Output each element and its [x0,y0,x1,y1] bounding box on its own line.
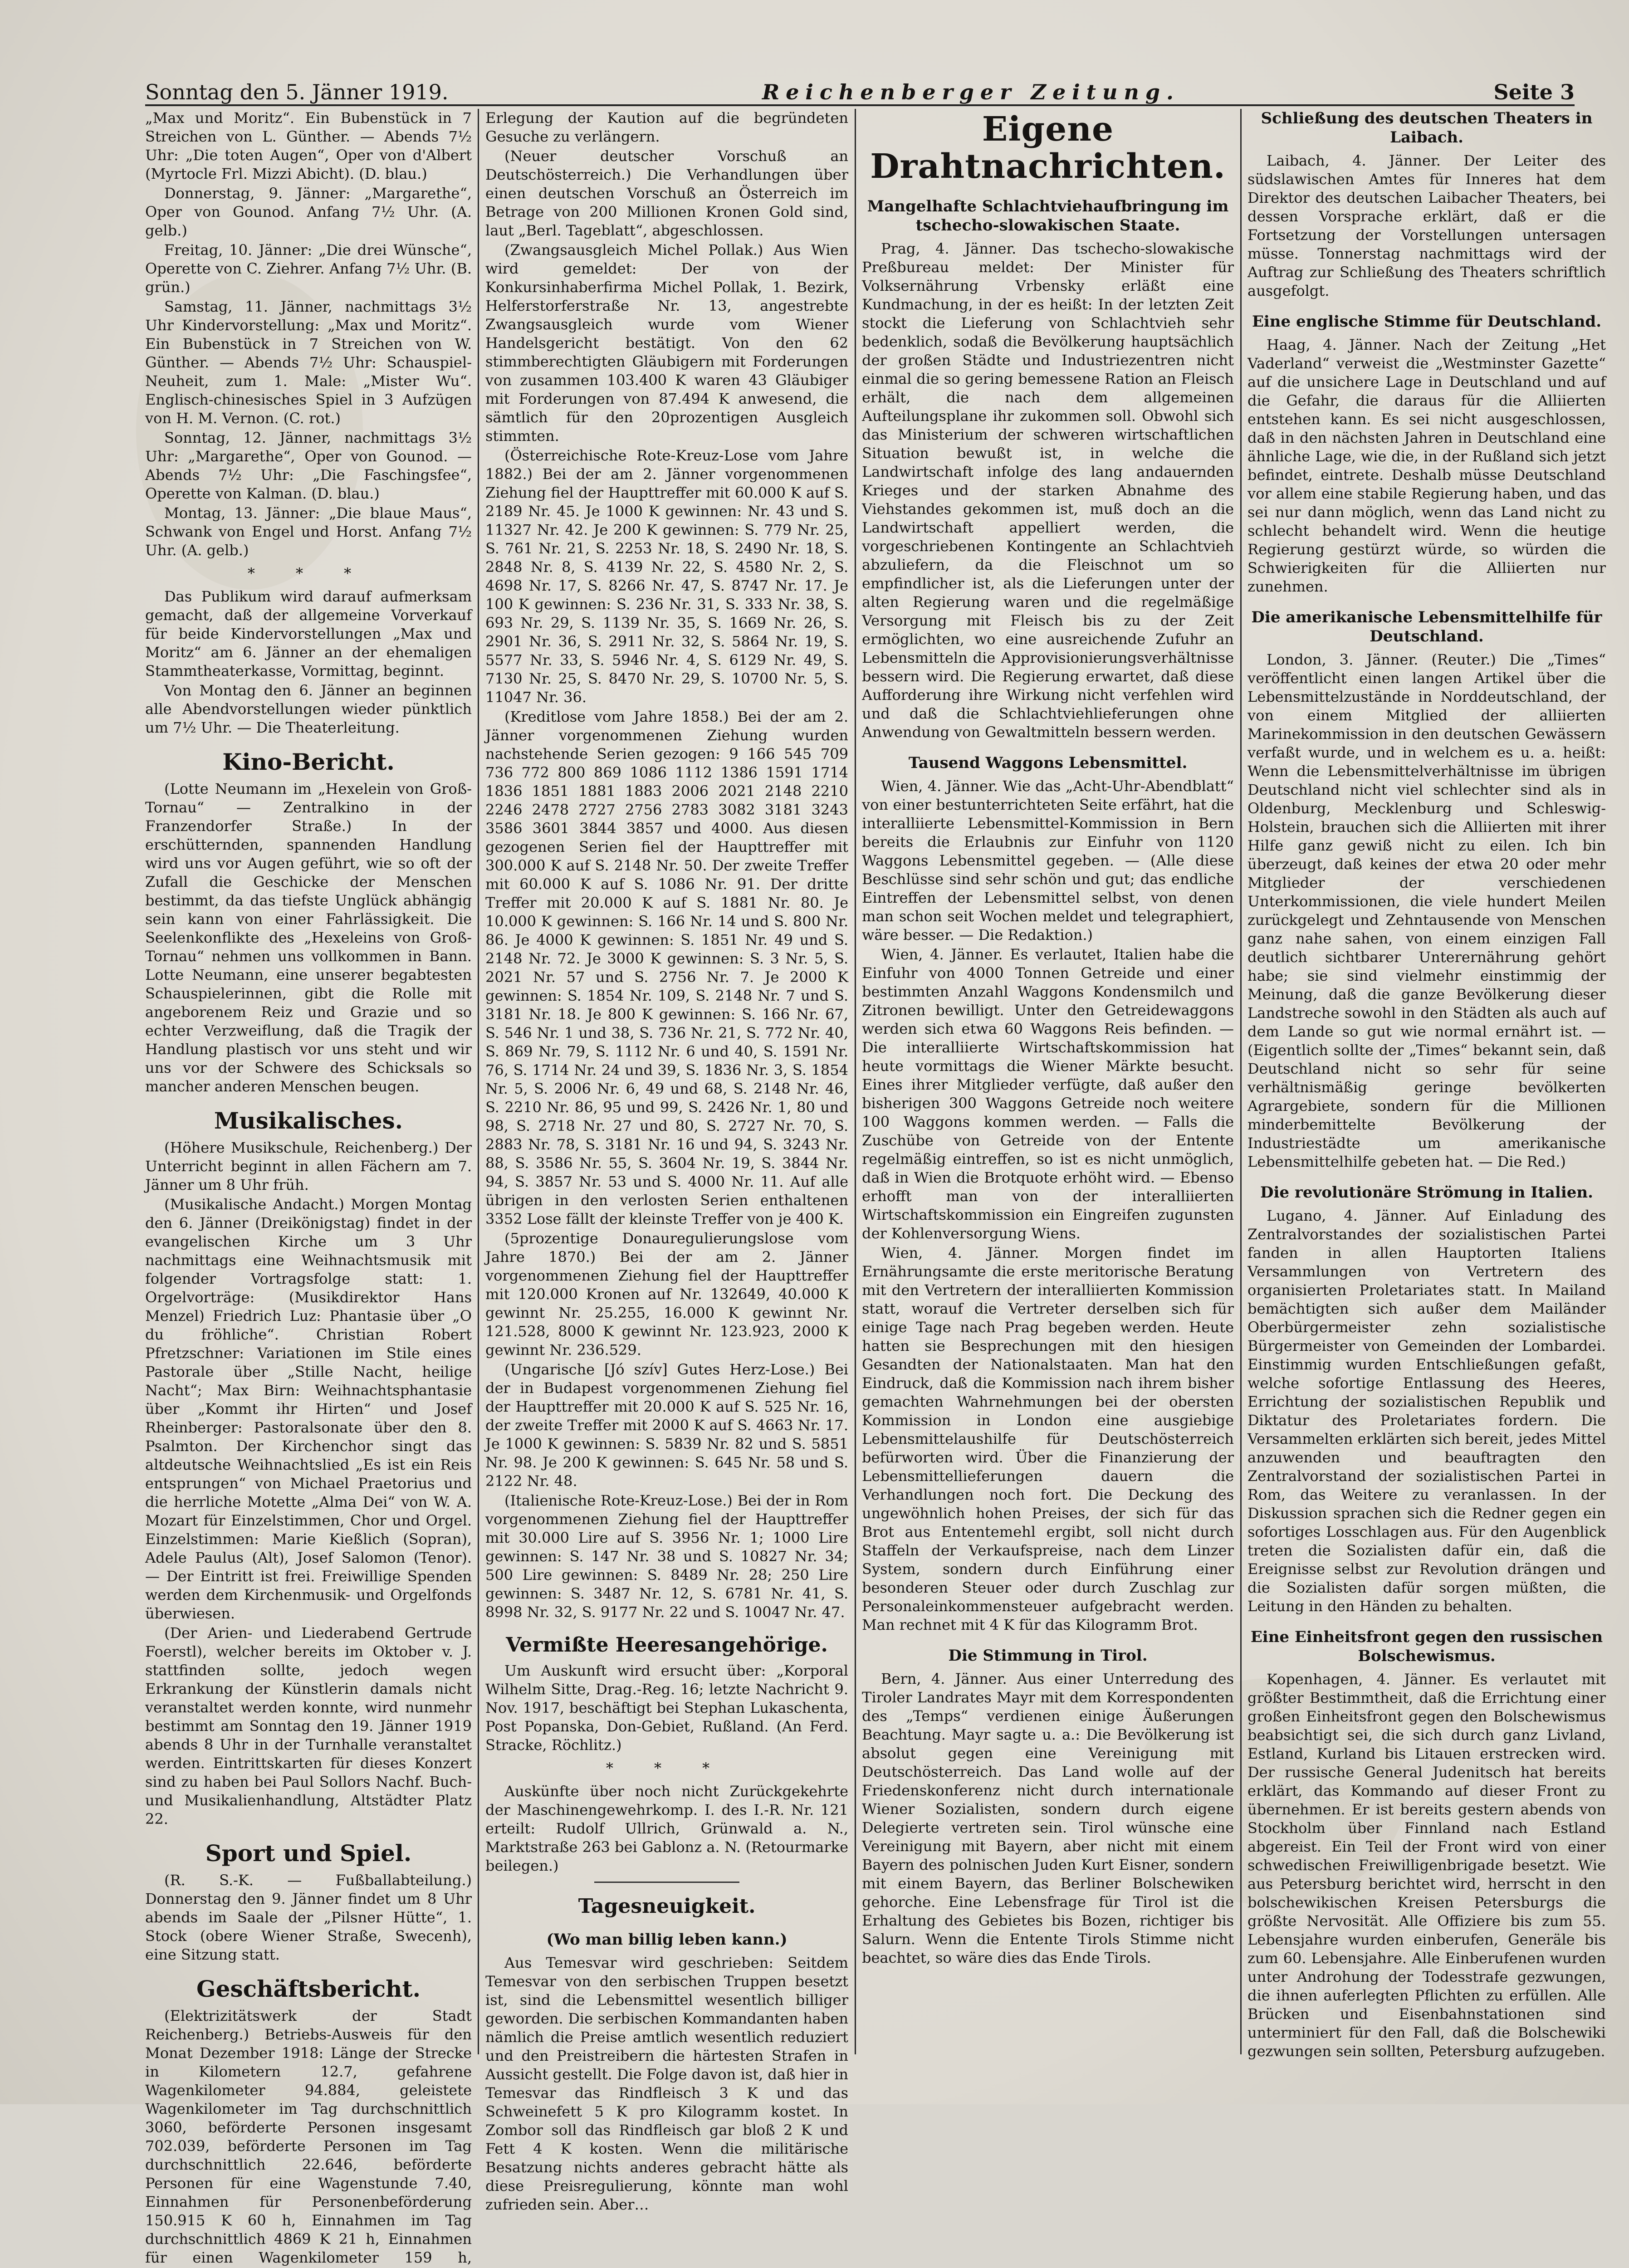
article-text: Kopenhagen, 4. Jänner. Es verlautet mit größter Bestimmtheit, daß die Errichtung einer großen Einheitsfront gegen den Bolschewismus beabsichtigt sei, die sich durch ganz Livland, Estland, Kurland bis Litauen erstrecken wird. Der russische General Judenitsch hat bereits erklärt, das Kommando auf dieser Front zu übernehmen. Er ist bereits gestern abends von Stockholm über Finnland nach Estland abgereist. Ein Teil der Front wird von einer schwedischen Freiwilligenbrigade besetzt. Wie aus Petersburg berichtet wird, herrscht in den bolschewikischen Kreisen Petersburgs die größte Nervosität. Alle Offiziere bis zum 55. Lebensjahre wurden einberufen, Generäle bis zum 60. Lebensjahre. Alle Einberufenen wurden unter Androhung der Todesstrafe gezwungen, die ihnen auferlegten Pflichten zu erfüllen. Alle Brücken und Eisenbahnstationen sind unterminiert für den Fall, daß die Bolschewiki gezwungen sein sollten, Petersburg aufzugeben. [1247,1671,1606,2060]
theater-text: Freitag, 10. Jänner: „Die drei Wünsche“, Operette von C. Ziehrer. Anfang 7½ Uhr. (B. grün.) [145,241,472,296]
column-3 [862,109,1234,2054]
theater-text: Montag, 13. Jänner: „Die blaue Maus“, Schwank von Engel und Horst. Anfang 7½ Uhr. (A. gelb.) [145,504,472,559]
article-text: Bern, 4. Jänner. Aus einer Unterredung des Tiroler Landrates Mayr mit dem Korrespondenten des „Temps“ verdienen einige Äußerungen Beachtung. Mayr sagte u. a.: Die Bevölkerung ist absolut gegen eine Vereinigung mit Deutschösterreich. Das Land wolle auf der Friedenskonferenz nicht durch internationale Wiener Sozialisten, sondern durch eigene Delegierte vertreten sein. Tirol wünsche eine Vereinigung mit Bayern, aber nicht mit einem Bayern des polnischen Juden Kurt Eisner, sondern mit einem Bayern, das Berliner Bolschewiken gehorche. Eine Lebensfrage für Tirol ist die Erhaltung des Gebietes bis Bozen, richtiger bis Salurn. Wenn die Entente Tirols Stimme nicht beachtet, so wäre dies das Ende Tirols. [862,1670,1234,1966]
article-text: (Elektrizitätswerk der Stadt Reichenberg.) Betriebs-Ausweis für den Monat Dezember 1918: Länge der Strecke in Kilometern 12.7, gefahrene Wagenkilometer 94.884, geleistete Wagenkilometer im Tag durchschnittlich 3060, beförderte Personen insgesamt 702.039, beförderte Personen im Tag durchschnittlich 22.646, beförderte Personen für eine Wagenstunde 7.40, Einnahmen für Personenbeförderung 150.915 K 60 h, Einnahmen im Tag durchschnittlich 4869 K 21 h, Einnahmen für einen Wagenkilometer 159 h, [145,2007,472,2266]
column-1 [145,109,472,2266]
subheading-lebensmittelhilfe: Die amerikanische Lebensmittelhilfe für Deutschland. [1251,608,1602,645]
article-text: Laibach, 4. Jänner. Der Leiter des südslawischen Amtes für Inneres hat dem Direktor des deutschen Laibacher Theaters, bei dessen Vorsprache erklärt, daß er die Fortsetzung der Vorstellungen untersagen müsse. Tonnerstag nachmittags wird der Auftrag zur Schließung des Theaters schriftlich ausgefolgt. [1247,152,1606,299]
article-text: London, 3. Jänner. (Reuter.) Die „Times“ veröffentlicht einen langen Artikel über die Lebensmittelzustände in Norddeutschland, der von einem Mitglied der alliierten Marinekommission in den deutschen Gewässern verfaßt wurde, und in welchem es u. a. heißt: Wenn die Lebensmittelverhältnisse im übrigen Deutschland nicht viel schlechter sind als in Oldenburg, Mecklenburg und Schleswig-Holstein, brauchen sich die Alliierten mit ihrer Hilfe ganz gewiß nicht zu eilen. Ich bin überzeugt, daß keines der etwa 20 oder mehr Mitglieder der verschiedenen Unterkommissionen, die viele hundert Meilen zurückgelegt und Zehntausende von Menschen ganz nahe sahen, von einem einzigen Fall deutlich sichtbarer Unterernährung gehört habe; sie sind vielmehr einstimmig der Meinung, daß die ganze Bevölkerung dieser Landstreche sowohl in den Städten als auch auf dem Lande so gut wie normal ernährt ist. — (Eigentlich sollte der „Times“ bekannt sein, daß Deutschland nicht so sehr für seine verhältnismäßig geringe bevölkerten Agrargebiete, sondern für die Millionen minderbemittelte Bevölkerung der Industriestädte um amerikanische Lebensmittelhilfe gebeten hat. — Die Red.) [1247,651,1606,1170]
theater-text: Donnerstag, 9. Jänner: „Margarethe“, Oper von Gounod. Anfang 7½ Uhr. (A. gelb.) [145,185,472,239]
lottery-text: (Kreditlose vom Jahre 1858.) Bei der am 2. Jänner vorgenommenen Ziehung wurden nachstehende Serien gezogen: 9 166 545 709 736 772 800 869 1086 1112 1386 1591 1714 1836 1851 1881 1883 2006 2021 2148 2210 2246 2478 2727 2756 2783 3082 3181 3243 3586 3601 3844 3857 und 4000. Aus diesen gezogenen Serien fiel der Haupttreffer mit 300.000 K auf S. 2148 Nr. 50. Der zweite Treffer mit 60.000 K auf S. 1086 Nr. 91. Der dritte Treffer mit 20.000 K auf S. 1881 Nr. 80. Je 10.000 K gewinnen: S. 166 Nr. 14 und S. 800 Nr. 86. Je 4000 K gewinnen: S. 1851 Nr. 49 und S. 2148 Nr. 72. Je 3000 K gewinnen: S. 3 Nr. 5, S. 2021 Nr. 57 und S. 2756 Nr. 7. Je 2000 K gewinnen: S. 1854 Nr. 109, S. 2148 Nr. 7 und S. 3181 Nr. 18. Je 800 K gewinnen: S. 166 Nr. 67, S. 546 Nr. 1 und 38, S. 736 Nr. 21, S. 772 Nr. 40, S. 869 Nr. 79, S. 1112 Nr. 6 und 40, S. 1591 Nr. 76, S. 1714 Nr. 24 und 39, S. 1836 Nr. 3, S. 1854 Nr. 5, S. 2006 Nr. 6, 49 und 68, S. 2148 Nr. 46, S. 2210 Nr. 86, 95 und 99, S. 2426 Nr. 1, 80 und 98, S. 2718 Nr. 27 und 80, S. 2727 Nr. 70, S. 2883 Nr. 78, S. 3181 Nr. 16 und 94, S. 3243 Nr. 88, S. 3586 Nr. 55, S. 3604 Nr. 19, S. 3844 Nr. 94, S. 3857 Nr. 53 und S. 4000 Nr. 11. Auf alle übrigen in den verlosten Serien enthaltenen 3352 Lose fällt der kleinste Treffer von je 400 K. [485,708,848,1227]
article-text: (Zwangsausgleich Michel Pollak.) Aus Wien wird gemeldet: Der von der Konkursinhaberfirma Michel Pollak, 1. Bezirk, Helferstorferstraße Nr. 13, angestrebte Zwangsausgleich wurde vom Wiener Handelsgericht bestätigt. Von den 62 stimmberechtigten Gläubigern mit Forderungen von zusammen 103.400 K waren 43 Gläubiger mit Forderungen von 87.494 K anwesend, die sämtlich für den 20prozentigen Ausgleich stimmten. [485,241,848,445]
heading-drahtnachrichten: Eigene Drahtnachrichten. [870,110,1226,186]
column-rule [478,109,479,2054]
theater-text: „Max und Moritz“. Ein Bubenstück in 7 Streichen von L. Günther. — Abends 7½ Uhr: „Die toten Augen“, Oper von d'Albert (Myrtocle Frl. Mizzi Abicht). (D. blau.) [145,109,472,182]
subheading-laibach: Schließung des deutschen Theaters in Laibach. [1261,109,1593,147]
heading-kino: Kino-Bericht. [222,748,395,775]
subheading-tages: (Wo man billig leben kann.) [546,1931,788,1949]
heading-tagesneuigkeit: Tagesneuigkeit. [578,1895,756,1918]
subheading-einheitsfront: Eine Einheitsfront gegen den russischen Bolschewismus. [1250,1628,1603,1665]
lottery-text: (5prozentige Donauregulierungslose vom Jahre 1870.) Bei der am 2. Jänner vorgenommenen Ziehung fiel der Haupttreffer mit 120.000 Kronen auf Nr. 132649, 40.000 K gewinnt Nr. 25.255, 16.000 K gewinnt Nr. 121.528, 8000 K gewinnt Nr. 123.923, 2000 K gewinnt Nr. 236.529. [485,1230,848,1359]
section-ornament: * * * [606,1760,728,1777]
subheading-tirol: Die Stimmung in Tirol. [948,1647,1148,1665]
article-text: Haag, 4. Jänner. Nach der Zeitung „Het Vaderland“ verweist die „Westminster Gazette“ auf die unsichere Lage in Deutschland und auf die Gefahr, die daraus für die Alliierten entstehen kann. Es sei nicht ausgeschlossen, daß in den nächsten Jahren in Deutschland eine ähnliche Lage, wie die, in der Rußland sich jetzt befindet, eintrete. Deshalb müsse Deutschland vor allem eine stabile Regierung haben, und das sei nur dann möglich, wenn das Land nicht zu schlecht behandelt wird. Wenn die heutige Regierung gestürzt würde, so würden die Schwierigkeiten für die Alliierten nur zunehmen. [1247,336,1606,595]
article-text: Lugano, 4. Jänner. Auf Einladung des Zentralvorstandes der sozialistischen Partei fanden in allen Hauptorten Italiens Versammlungen von Vertretern des organisierten Proletariates statt. In Mailand bemächtigten sich außer dem Mailänder Oberbürgermeister zehn sozialistische Bürgermeister von Gemeinden der Lombardei. Einstimmig wurden Entschließungen gefaßt, welche sofortige Entlassung des Heeres, Errichtung der sozialistischen Republik und Diktatur des Proletariates fordern. Die Versammelten erklärten sich bereit, jedes Mittel anzuwenden und beauftragten den Zentralvorstand der sozialistischen Partei in Rom, das Weitere zu veranlassen. In der Diskussion sprachen sich die Redner gegen ein sofortiges Losschlagen aus. Für den Augenblick treten die Sozialisten dafür ein, daß die Ereignisse selbst zur Revolution drängen und die Sozialisten dafür sorgen müßten, die Leitung in den Händen zu behalten. [1247,1207,1606,1615]
lottery-text: (Ungarische [Jó szív] Gutes Herz-Lose.) Bei der in Budapest vorgenommenen Ziehung fiel der Haupttreffer mit 20.000 K auf S. 525 Nr. 16, der zweite Treffer mit 2000 K auf S. 4663 Nr. 17. Je 1000 K gewinnen: S. 5839 Nr. 82 und S. 5851 Nr. 98. Je 200 K gewinnen: S. 645 Nr. 58 und S. 2122 Nr. 48. [485,1361,848,1490]
theater-text: Samstag, 11. Jänner, nachmittags 3½ Uhr Kindervorstellung: „Max und Moritz“. Ein Bubenstück in 7 Streichen von W. Günther. — Abends 7½ Uhr: Schauspiel-Neuheit, zum 1. Male: „Mister Wu“. Englisch-chinesisches Spiel in 3 Aufzügen von H. M. Vernon. (C. rot.) [145,298,472,427]
column-4 [1247,109,1606,2060]
article-text: Um Auskunft wird ersucht über: „Korporal Wilhelm Sitte, Drag.-Reg. 16; letzte Nachricht 9. Nov. 1917, beschäftigt bei Stephan Lukaschenta, Post Popanska, Don-Gebiet, Rußland. (An Ferd. Stracke, Röchlitz.) [485,1662,848,1754]
article-text: (Der Arien- und Liederabend Gertrude Foerstl), welcher bereits im Oktober v. J. stattfinden sollte, jedoch wegen Erkrankung der Künstlerin damals nicht veranstaltet werden konnte, wird nunmehr bestimmt am Sonntag den 19. Jänner 1919 abends 8 Uhr in der Turnhalle veranstaltet werden. Eintrittskarten für dieses Konzert sind zu haben bei Paul Sollors Nachf. Buch- und Musikalienhandlung, Altstädter Platz 22. [145,1624,472,1828]
column-rule [855,109,856,2054]
subheading-englische-stimme: Eine englische Stimme für Deutschland. [1252,313,1602,331]
article-text: Auskünfte über noch nicht Zurückgekehrte der Maschinengewehrkomp. I. des I.-R. Nr. 121 erteilt: Rudolf Ullrich, Grünwald a. N., Marktstraße 263 bei Gablonz a. N. (Retourmarke beilegen.) [485,1783,848,1874]
theater-notice: Von Montag den 6. Jänner an beginnen alle Abendvorstellungen wieder pünktlich um 7½ Uhr. — Die Theaterleitung. [145,682,472,736]
article-text: Prag, 4. Jänner. Das tschecho-slowakische Preßbureau meldet: Der Minister für Volksernährung Vrbensky erläßt eine Kundmachung, in der es heißt: In der letzten Zeit stockt die Lieferung von Schlachtvieh sehr bedenklich, sodaß die Bevölkerung hauptsächlich der großen Städte und Industriezentren nicht einmal die so gering bemessene Ration an Fleisch erhält, die nach dem allgemeinen Aufteilungsplane ihr zukommen soll. Obwohl sich das Ministerium der schweren wirtschaftlichen Situation bewußt ist, in welche die Landwirtschaft infolge des lang andauernden Krieges und der starken Abnahme des Viehstandes gekommen ist, muß doch an die Landwirtschaft appelliert werden, die vorgeschriebenen Kontingente an Schlachtvieh abzuliefern, da die Fleischnot um so empfindlicher ist, als die Lieferungen unter der alten Regierung waren und die regelmäßige Versorgung mit Fleisch bis zu der Zeit ermöglichten, wo eine ausreichende Zufuhr an Lebensmitteln die Approvisionierungsverhältnisse bessern wird. Die Regierung erwartet, daß diese Aufforderung ihre Wirkung nicht verfehlen wird und daß die Schlachtviehlieferungen ohne Anwendung von Gewaltmitteln bessern werden. [862,240,1234,741]
article-text: Wien, 4. Jänner. Wie das „Acht-Uhr-Abendblatt“ von einer bestunterrichteten Seite erfährt, hat die interalliierte Lebensmittel-Kommission in Bern bereits die Erlaubnis zur Einfuhr von 1120 Waggons Lebensmittel gegeben. — (Alle diese Beschlüsse sind sehr schön und gut; das endliche Eintreffen der Lebensmittel selbst, von denen man schon seit Wochen meldet und telegraphiert, wäre besser. — Die Redaktion.) [862,777,1234,943]
article-text: Wien, 4. Jänner. Morgen findet im Ernährungsamte die erste meritorische Beratung mit den Vertretern der interalliierten Kommission statt, worauf die Vertreter derselben sich für einige Tage nach Prag begeben werden. Heute hatten sie Besprechungen mit den hiesigen Gesandten der Nationalstaaten. Man hat den Eindruck, daß die Kommission nach ihrem bisher gemachten Wahrnehmungen bei der obersten Kommission in London eine ausgiebige Lebensmittelaushilfe für Deutschösterreich befürworten wird. Über die Finanzierung der Lebensmittellieferungen dauern die Verhandlungen noch fort. Die Deckung des ungewöhnlich hohen Preises, der sich für das Brot aus Ententemehl ergibt, soll nicht durch Staffeln der Verkaufspreise, nach dem Linzer System, sondern durch Einführung einer besonderen Steuer oder durch Zuschlag zur Personaleinkommensteuer aufgebracht werden. Man rechnet mit 4 K für das Kilogramm Brot. [862,1244,1234,1633]
newspaper-title: Reichenberger Zeitung. [762,80,1180,104]
section-ornament: * * * [247,565,370,582]
subheading-schlachtvieh: Mangelhafte Schlachtviehaufbringung im tschecho-slowakischen Staate. [867,197,1229,235]
page-number: Seite 3 [1493,80,1575,104]
lottery-text: (Österreichische Rote-Kreuz-Lose vom Jahre 1882.) Bei der am 2. Jänner vorgenommenen Ziehung fiel der Haupttreffer mit 60.000 K auf S. 2189 Nr. 45. Je 1000 K gewinnen: Nr. 43 und S. 11327 Nr. 42. Je 200 K gewinnen: S. 779 Nr. 25, S. 761 Nr. 21, S. 2253 Nr. 18, S. 2490 Nr. 18, S. 2848 Nr. 8, S. 4139 Nr. 22, S. 4580 Nr. 2, S. 4698 Nr. 17, S. 8266 Nr. 47, S. 8747 Nr. 17. Je 100 K gewinnen: S. 236 Nr. 31, S. 333 Nr. 38, S. 693 Nr. 29, S. 1139 Nr. 35, S. 1669 Nr. 26, S. 2901 Nr. 36, S. 2911 Nr. 32, S. 5864 Nr. 19, S. 5577 Nr. 33, S. 5946 Nr. 4, S. 6129 Nr. 49, S. 7130 Nr. 25, S. 8470 Nr. 29, S. 10700 Nr. 5, S. 11047 Nr. 36. [485,447,848,706]
article-text: Aus Temesvar wird geschrieben: Seitdem Temesvar von den serbischen Truppen besetzt ist, sind die Lebensmittel wesentlich billiger geworden. Die serbischen Kommandanten haben nämlich die Preise amtlich wesentlich reduziert und den Preistreibern die härtesten Strafen in Aussicht gestellt. Die Folge davon ist, daß hier in Temesvar das Rindfleisch 3 K und das Schweinefett 5 K pro Kilogramm kostet. In Zombor soll das Rindfleisch gar bloß 2 K und Fett 4 K kosten. Wenn die militärische Besatzung nichts anderes gebracht hätte als diese Preisregulierung, könnte man wohl zufrieden sein. Aber… [485,1954,848,2213]
article-text: (Lotte Neumann im „Hexelein von Groß-Tornau“ — Zentralkino in der Franzendorfer Straße.) In der erschütternden, spannenden Handlung wird uns vor Augen geführt, wie so oft der Zufall die Geschicke der Menschen bestimmt, da das tiefste Unglück abhängig sein kann von einer Fahrlässigkeit. Die Seelenkonflikte des „Hexeleins von Groß-Tornau“ nehmen uns vollkommen in Bann. Lotte Neumann, eine unserer begabtesten Schauspielerinnen, gibt die Rolle mit angeborenem Reiz und Grazie und so echter Verzweiflung, daß die Tragik der Handlung plastisch vor uns steht und wir uns vor der Schwere des Schicksals so mancher anderen Menschen beugen. [145,780,472,1095]
article-text: (R. S.-K. — Fußballabteilung.) Donnerstag den 9. Jänner findet um 8 Uhr abends im Saale der „Pilsner Hütte“, 1. Stock (obere Wiener Straße, Swecenh), eine Sitzung statt. [145,1872,472,1963]
heading-musik: Musikalisches. [214,1107,403,1134]
header-date: Sonntag den 5. Jänner 1919. [145,80,449,104]
heading-vermisste: Vermißte Heeresangehörige. [506,1633,828,1657]
article-text: (Neuer deutscher Vorschuß an Deutschösterreich.) Die Verhandlungen über einen deutschen Vorschuß an Österreich im Betrage von 200 Millionen Kronen Gold sind, laut „Berl. Tageblatt“, abgeschlossen. [485,147,848,239]
subheading-italien: Die revolutionäre Strömung in Italien. [1260,1183,1593,1202]
separator [594,1882,739,1883]
heading-sport: Sport und Spiel. [205,1840,412,1867]
heading-geschaeft: Geschäftsbericht. [196,1975,421,2002]
column-2 [485,109,848,2213]
article-text: Erlegung der Kaution auf die begründeten Gesuche zu verlängern. [485,109,848,145]
article-text: (Musikalische Andacht.) Morgen Montag den 6. Jänner (Dreikönigstag) findet in der evangelischen Kirche um 3 Uhr nachmittags eine Weihnachtsmusik mit folgender Vortragsfolge statt: 1. Orgelvorträge: (Musikdirektor Hans Menzel) Friedrich Luz: Phantasie über „O du fröhliche“. Christian Robert Pfretzschner: Variationen im Stile eines Pastorale über „Stille Nacht, heilige Nacht“; Max Birn: Weihnachtsphantasie über „Kommt ihr Hirten“ und Josef Rheinberger: Pastoralsonate über den 8. Psalmton. Der Kirchenchor singt das altdeutsche Weihnachtslied „Es ist ein Reis entsprungen“ von Michael Praetorius und die herrliche Motette „Alma Dei“ von W. A. Mozart für Einzelstimmen, Chor und Orgel. Einzelstimmen: Marie Kießlich (Sopran), Adele Paulus (Alt), Josef Salomon (Tenor). — Der Eintritt ist frei. Freiwillige Spenden werden dem Kirchenmusik- und Orgelfonds überwiesen. [145,1196,472,1622]
column-rule [1240,109,1242,2054]
subheading-waggons: Tausend Waggons Lebensmittel. [908,754,1188,772]
article-text: Wien, 4. Jänner. Es verlautet, Italien habe die Einfuhr von 4000 Tonnen Getreide und einer bestimmten Anzahl Waggons Kondensmilch und Zitronen bewilligt. Unter den Getreidewaggons werden sich etwa 60 Waggons Reis befinden. — Die interalliierte Wirtschaftskommission hat heute vormittags die Wiener Märkte besucht. Eines ihrer Mitglieder verfügte, daß außer den bisherigen 300 Waggons Getreide noch weitere 100 Waggons kommen werden. — Falls die Zuschübe von Getreide von der Entente regelmäßig eintreffen, so ist es nicht unmöglich, daß in Wien die Brotquote erhöht wird. — Ebenso erhofft man von der interalliierten Wirtschaftskommission ein Eingreifen zugunsten der Kohlenversorgung Wiens. [862,946,1234,1242]
theater-text: Sonntag, 12. Jänner, nachmittags 3½ Uhr: „Margarethe“, Oper von Gounod. — Abends 7½ Uhr: „Die Faschingsfee“, Operette von Kalman. (D. blau.) [145,429,472,502]
article-text: (Höhere Musikschule, Reichenberg.) Der Unterricht beginnt in allen Fächern am 7. Jänner um 8 Uhr früh. [145,1139,472,1193]
page-header [145,64,1575,106]
lottery-text: (Italienische Rote-Kreuz-Lose.) Bei der in Rom vorgenommenen Ziehung fiel der Haupttreffer mit 30.000 Lire auf S. 3956 Nr. 1; 1000 Lire gewinnen: S. 147 Nr. 38 und S. 10827 Nr. 34; 500 Lire gewinnen: S. 8489 Nr. 28; 250 Lire gewinnen: S. 3487 Nr. 12, S. 6781 Nr. 41, S. 8998 Nr. 32, S. 9177 Nr. 22 und S. 10047 Nr. 47. [485,1492,848,1621]
theater-notice: Das Publikum wird darauf aufmerksam gemacht, daß der allgemeine Vorverkauf für beide Kindervorstellungen „Max und Moritz“ am 6. Jänner an der ehemaligen Stammtheaterkasse, Vormittag, beginnt. [145,588,472,679]
